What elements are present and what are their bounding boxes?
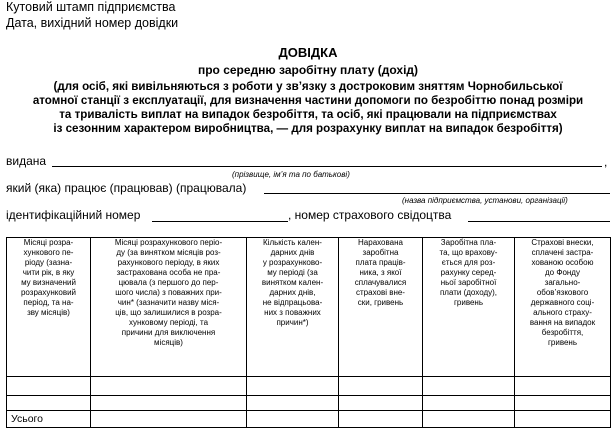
date-number-label: Дата, вихідний номер довідки: [6, 16, 179, 30]
document-title: ДОВІДКА: [278, 45, 338, 60]
table-cell[interactable]: [91, 411, 247, 428]
table-cell[interactable]: [339, 411, 423, 428]
table-row: [7, 396, 611, 411]
table-cell[interactable]: [91, 396, 247, 411]
issued-to-field[interactable]: [52, 166, 602, 167]
tax-id-field[interactable]: [152, 221, 288, 222]
table-cell[interactable]: [515, 396, 611, 411]
header-insurance-contributions: Страхові внески, сплачені застра- хованою особою до Фонду загально- обов’язкового державного соці- ального страху- вання на випадок безробіття, гривень: [515, 238, 611, 377]
table-header-row: [7, 238, 611, 377]
total-label: Усього: [7, 411, 91, 428]
table-cell[interactable]: [7, 377, 91, 396]
insurance-number-label: , номер страхового свідоцтва: [288, 208, 452, 222]
header-calendar-days: Кількість кален- дарних днів у розрахунково- му періоді (за винятком кален- дарних днів, не відпрацьова- них з поважних причин*): [247, 238, 339, 377]
issued-to-label: видана: [6, 154, 47, 168]
header-counted-salary: Заробітна пла- та, що врахову- ється для роз- рахунку серед- ньої заробітної плати (доходу), гривень: [423, 238, 515, 377]
issued-to-comma: ,: [604, 155, 608, 169]
corner-stamp-label: Кутовий штамп підприємства: [6, 0, 176, 14]
workplace-hint: (назва підприємства, установи, організації): [402, 196, 568, 205]
table-cell[interactable]: [423, 411, 515, 428]
salary-table: [6, 237, 611, 428]
table-cell[interactable]: [423, 377, 515, 396]
table-cell[interactable]: [339, 377, 423, 396]
table-cell[interactable]: [423, 396, 515, 411]
document-purpose-line-1: (для осіб, які вивільняються з роботи у зв’язку з достроковим зняттям Чорнобильської: [53, 80, 563, 93]
table-cell[interactable]: [247, 396, 339, 411]
table-cell[interactable]: [91, 377, 247, 396]
header-calculation-months: Місяці розра- хункового пе- ріоду (зазна- чити рік, в яку му визначений розрахунковий період, та на- зву місяців): [7, 238, 91, 377]
table-cell[interactable]: [339, 396, 423, 411]
table-cell[interactable]: [515, 377, 611, 396]
document-purpose-line-4: із сезонним характером виробництва, — для розрахунку виплат на випадок безробіття): [53, 122, 563, 135]
table-cell[interactable]: [247, 411, 339, 428]
document-subtitle: про середню заробітну плату (дохід): [197, 63, 419, 77]
document-purpose-line-3: та тривалість виплат на випадок безробіття, та осіб, які працювали на підприємствах: [59, 108, 557, 121]
header-accrued-salary: Нарахована заробітна плата праців- ника, з якої сплачувалися страхові вне- ски, гривень: [339, 238, 423, 377]
header-months-excluding: Місяці розрахункового періо- ду (за винятком місяців роз- рахункового періоду, в яких застрахована особа не пра- цювала (з першого до пер- шого числа) з поважних при- чин* (зазначити назву міся- ців, що залишилися в розра- хунковому періоді, та причини для виключення місяців): [91, 238, 247, 377]
table-cell[interactable]: [515, 411, 611, 428]
document-purpose-line-2: атомної станції з експлуатації, для визначення частини допомоги по безробіттю понад розміри: [32, 94, 584, 107]
table-cell[interactable]: [247, 377, 339, 396]
issued-to-hint: (прізвище, ім’я та по батькові): [232, 170, 350, 179]
workplace-field[interactable]: [264, 193, 610, 194]
workplace-label: який (яка) працює (працював) (працювала): [6, 181, 247, 195]
table-row: [7, 377, 611, 396]
tax-id-label: ідентифікаційний номер: [6, 208, 141, 222]
table-total-row: [7, 411, 611, 428]
insurance-number-field[interactable]: [468, 221, 610, 222]
table-cell[interactable]: [7, 396, 91, 411]
